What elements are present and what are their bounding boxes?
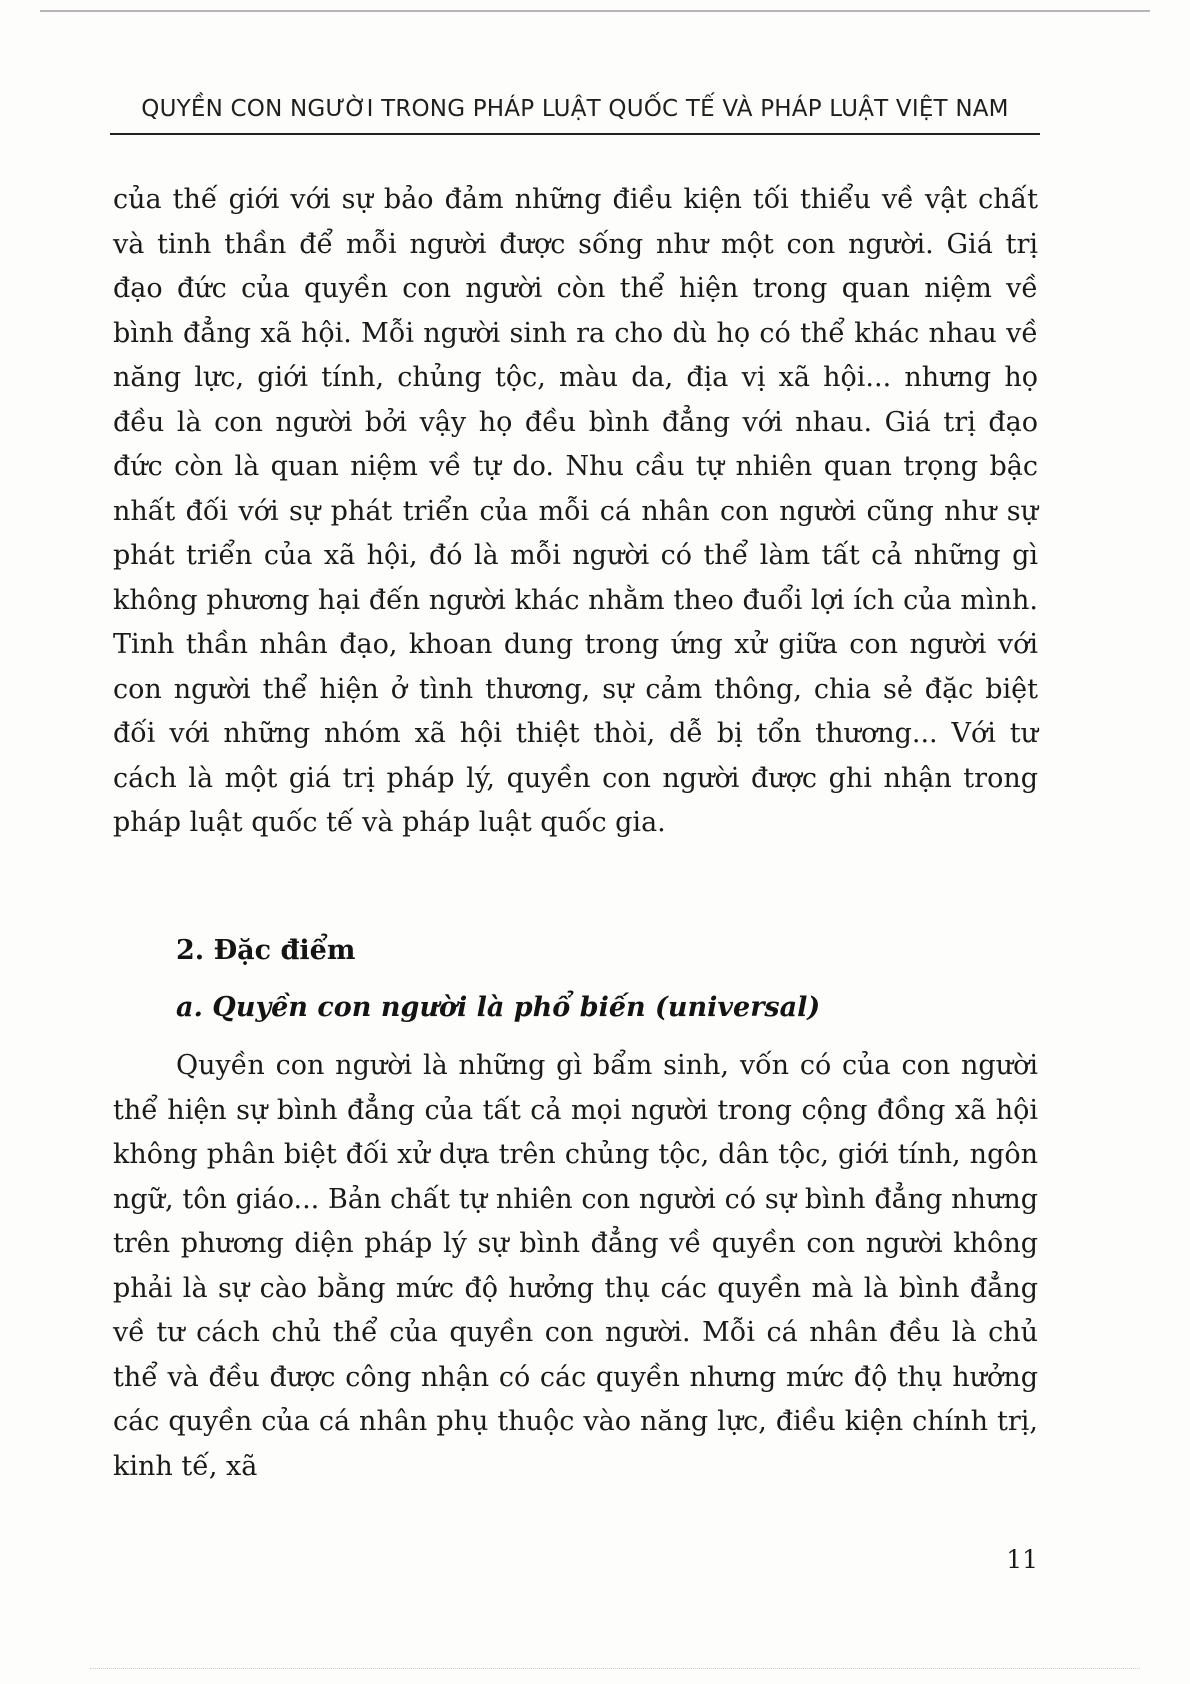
- body-paragraph-2: Quyền con người là những gì bẩm sinh, vốn có của con người thể hiện sự bình đẳng của tất cả mọi người trong cộng đồng xã hội không phân biệt đối xử dựa trên chủng tộc, dân tộc, giới tính, ngôn ngữ, tôn giáo... Bản chất tự nhiên con người có sự bình đẳng nhưng trên phương diện pháp lý sự bình đẳng về quyền con người không phải là sự cào bằng mức độ hưởng thụ các quyền mà là bình đẳng về tư cách chủ thể của quyền con người. Mỗi cá nhân đều là chủ thể và đều được công nhận có các quyền nhưng mức độ thụ hưởng các quyền của cá nhân phụ thuộc vào năng lực, điều kiện chính trị, kinh tế, xã: [113, 1050, 1038, 1482]
- running-header: QUYỀN CON NGƯỜI TRONG PHÁP LUẬT QUỐC TẾ VÀ PHÁP LUẬT VIỆT NAM: [141, 96, 1009, 122]
- subsection-heading: a. Quyền con người là phổ biến (universal): [176, 992, 821, 1023]
- header-rule: [110, 133, 1040, 135]
- section-heading: 2. Đặc điểm: [176, 935, 356, 966]
- page-number: 11: [1006, 1545, 1038, 1574]
- body-paragraph-1: của thế giới với sự bảo đảm những điều kiện tối thiểu về vật chất và tinh thần để mỗi người được sống như một con người. Giá trị đạo đức của quyền con người còn thể hiện trong quan niệm về bình đẳng xã hội. Mỗi người sinh ra cho dù họ có thể khác nhau về năng lực, giới tính, chủng tộc, màu da, địa vị xã hội... nhưng họ đều là con người bởi vậy họ đều bình đẳng với nhau. Giá trị đạo đức còn là quan niệm về tự do. Nhu cầu tự nhiên quan trọng bậc nhất đối với sự phát triển của mỗi cá nhân con người cũng như sự phát triển của xã hội, đó là mỗi người có thể làm tất cả những gì không phương hại đến người khác nhằm theo đuổi lợi ích của mình. Tinh thần nhân đạo, khoan dung trong ứng xử giữa con người với con người thể hiện ở tình thương, sự cảm thông, chia sẻ đặc biệt đối với những nhóm xã hội thiệt thòi, dễ bị tổn thương... Với tư cách là một giá trị pháp lý, quyền con người được ghi nhận trong pháp luật quốc tế và pháp luật quốc gia.: [113, 184, 1038, 838]
- top-edge-rule: [40, 10, 1150, 12]
- bottom-edge-rule: [90, 1668, 1140, 1669]
